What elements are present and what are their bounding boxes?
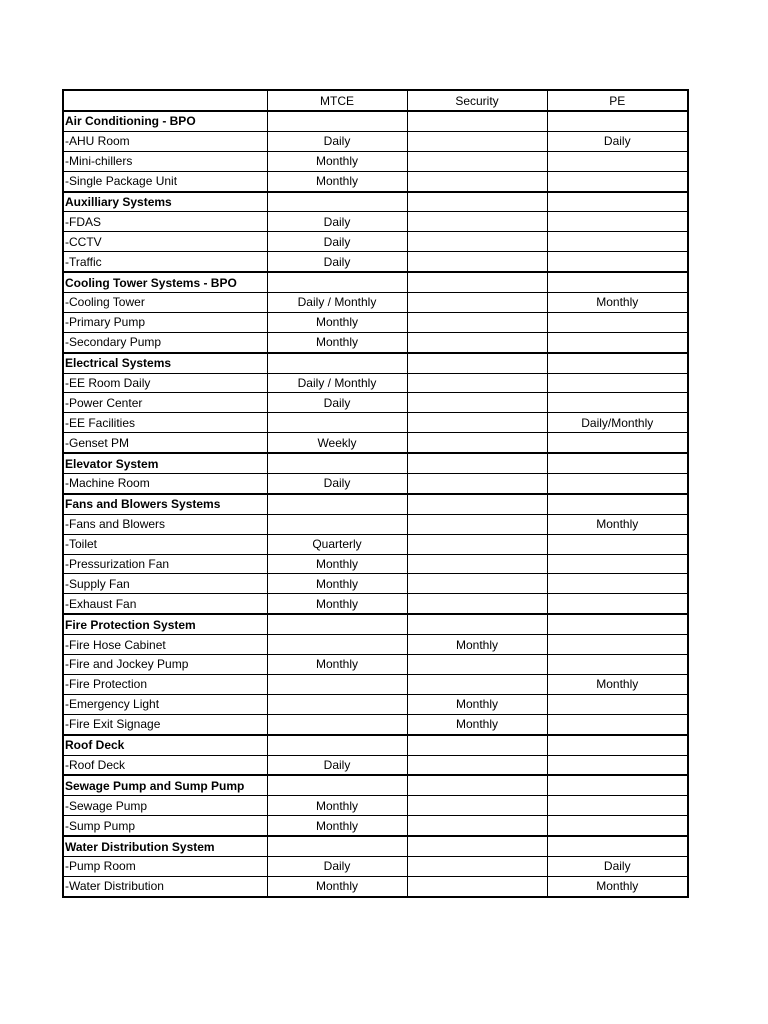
mtce-cell: Monthly: [267, 594, 407, 614]
table-row: [63, 574, 688, 594]
item-label: -Sump Pump: [63, 816, 267, 836]
security-cell: [407, 151, 547, 171]
security-cell: [407, 252, 547, 272]
security-cell: [407, 171, 547, 191]
mtce-cell: [267, 614, 407, 634]
table-row: [63, 131, 688, 151]
security-cell: [407, 453, 547, 473]
header-row: [63, 90, 688, 111]
category-row: [63, 735, 688, 755]
mtce-cell: Monthly: [267, 332, 407, 352]
pe-cell: [547, 714, 688, 734]
pe-cell: Daily: [547, 856, 688, 876]
item-label: -Mini-chillers: [63, 151, 267, 171]
mtce-cell: [267, 714, 407, 734]
table-row: [63, 252, 688, 272]
pe-cell: [547, 232, 688, 252]
mtce-cell: Daily: [267, 232, 407, 252]
table-body: [63, 90, 688, 897]
pe-cell: Monthly: [547, 674, 688, 694]
pe-cell: [547, 393, 688, 413]
mtce-cell: [267, 111, 407, 131]
security-cell: Monthly: [407, 714, 547, 734]
mtce-cell: [267, 775, 407, 795]
table-row: [63, 393, 688, 413]
table-row: [63, 433, 688, 453]
category-label: Electrical Systems: [63, 353, 267, 373]
item-label: -Fire Hose Cabinet: [63, 635, 267, 655]
item-label: -EE Room Daily: [63, 373, 267, 393]
mtce-cell: Daily: [267, 131, 407, 151]
table-row: [63, 212, 688, 232]
item-label: -Pump Room: [63, 856, 267, 876]
security-cell: [407, 293, 547, 313]
mtce-cell: [267, 192, 407, 212]
table-row: [63, 332, 688, 352]
security-cell: [407, 836, 547, 856]
security-cell: [407, 353, 547, 373]
pe-cell: Daily/Monthly: [547, 413, 688, 433]
item-label: -Cooling Tower: [63, 293, 267, 313]
pe-cell: [547, 554, 688, 574]
category-label: Air Conditioning - BPO: [63, 111, 267, 131]
mtce-cell: Monthly: [267, 151, 407, 171]
category-row: [63, 836, 688, 856]
security-cell: [407, 413, 547, 433]
pe-cell: [547, 312, 688, 332]
category-label: Elevator System: [63, 453, 267, 473]
table-row: [63, 876, 688, 896]
pe-cell: Monthly: [547, 876, 688, 896]
category-row: [63, 192, 688, 212]
mtce-cell: Daily / Monthly: [267, 373, 407, 393]
mtce-cell: Monthly: [267, 171, 407, 191]
pe-cell: [547, 796, 688, 816]
mtce-cell: Weekly: [267, 433, 407, 453]
security-cell: [407, 212, 547, 232]
mtce-cell: [267, 836, 407, 856]
table-row: [63, 714, 688, 734]
pe-cell: Monthly: [547, 514, 688, 534]
pe-cell: [547, 574, 688, 594]
category-label: Auxilliary Systems: [63, 192, 267, 212]
pe-cell: [547, 655, 688, 675]
item-label: -Toilet: [63, 534, 267, 554]
mtce-cell: Quarterly: [267, 534, 407, 554]
item-label: -Single Package Unit: [63, 171, 267, 191]
security-cell: [407, 775, 547, 795]
mtce-cell: [267, 353, 407, 373]
mtce-cell: Daily: [267, 755, 407, 775]
security-cell: [407, 755, 547, 775]
table-row: [63, 514, 688, 534]
security-cell: [407, 111, 547, 131]
mtce-cell: [267, 694, 407, 714]
mtce-cell: [267, 674, 407, 694]
category-row: [63, 353, 688, 373]
item-label: -Exhaust Fan: [63, 594, 267, 614]
table-row: [63, 474, 688, 494]
pe-cell: [547, 635, 688, 655]
pe-cell: Monthly: [547, 293, 688, 313]
pe-cell: [547, 111, 688, 131]
table-row: [63, 312, 688, 332]
category-row: [63, 111, 688, 131]
mtce-cell: Monthly: [267, 554, 407, 574]
mtce-cell: Monthly: [267, 655, 407, 675]
item-label: -Primary Pump: [63, 312, 267, 332]
item-label: -Power Center: [63, 393, 267, 413]
pe-cell: [547, 534, 688, 554]
table-row: [63, 635, 688, 655]
mtce-cell: Daily: [267, 393, 407, 413]
item-label: -EE Facilities: [63, 413, 267, 433]
item-label: -Genset PM: [63, 433, 267, 453]
security-cell: [407, 674, 547, 694]
mtce-cell: [267, 494, 407, 514]
table-row: [63, 856, 688, 876]
table-row: [63, 594, 688, 614]
pe-cell: [547, 775, 688, 795]
pe-cell: [547, 433, 688, 453]
header-cell-blank: [63, 90, 267, 111]
security-cell: [407, 373, 547, 393]
mtce-cell: Daily: [267, 474, 407, 494]
table-row: [63, 171, 688, 191]
category-row: [63, 453, 688, 473]
table-row: [63, 293, 688, 313]
security-cell: [407, 332, 547, 352]
pe-cell: [547, 494, 688, 514]
item-label: -Sewage Pump: [63, 796, 267, 816]
header-cell-security: Security: [407, 90, 547, 111]
pe-cell: [547, 836, 688, 856]
pe-cell: [547, 151, 688, 171]
item-label: -Pressurization Fan: [63, 554, 267, 574]
security-cell: [407, 876, 547, 896]
pe-cell: [547, 735, 688, 755]
pe-cell: [547, 474, 688, 494]
security-cell: [407, 272, 547, 292]
item-label: -AHU Room: [63, 131, 267, 151]
item-label: -Machine Room: [63, 474, 267, 494]
item-label: -FDAS: [63, 212, 267, 232]
category-row: [63, 775, 688, 795]
header-cell-mtce: MTCE: [267, 90, 407, 111]
mtce-cell: [267, 635, 407, 655]
security-cell: [407, 514, 547, 534]
pe-cell: [547, 353, 688, 373]
pe-cell: [547, 192, 688, 212]
pe-cell: [547, 332, 688, 352]
pe-cell: [547, 171, 688, 191]
mtce-cell: Monthly: [267, 876, 407, 896]
security-cell: [407, 474, 547, 494]
mtce-cell: [267, 514, 407, 534]
security-cell: [407, 554, 547, 574]
security-cell: [407, 393, 547, 413]
security-cell: [407, 816, 547, 836]
security-cell: [407, 192, 547, 212]
pe-cell: [547, 694, 688, 714]
security-cell: Monthly: [407, 635, 547, 655]
security-cell: [407, 655, 547, 675]
security-cell: [407, 312, 547, 332]
category-label: Fans and Blowers Systems: [63, 494, 267, 514]
security-cell: [407, 856, 547, 876]
item-label: -Traffic: [63, 252, 267, 272]
category-label: Roof Deck: [63, 735, 267, 755]
security-cell: [407, 232, 547, 252]
table-row: [63, 534, 688, 554]
mtce-cell: [267, 272, 407, 292]
security-cell: [407, 796, 547, 816]
security-cell: [407, 735, 547, 755]
mtce-cell: Daily: [267, 252, 407, 272]
table-row: [63, 674, 688, 694]
category-row: [63, 614, 688, 634]
security-cell: [407, 594, 547, 614]
table-row: [63, 232, 688, 252]
table-row: [63, 655, 688, 675]
security-cell: Monthly: [407, 694, 547, 714]
item-label: -Water Distribution: [63, 876, 267, 896]
table-row: [63, 694, 688, 714]
category-label: Water Distribution System: [63, 836, 267, 856]
pe-cell: Daily: [547, 131, 688, 151]
mtce-cell: Daily: [267, 212, 407, 232]
pe-cell: [547, 594, 688, 614]
security-cell: [407, 534, 547, 554]
mtce-cell: [267, 735, 407, 755]
item-label: -Fire Exit Signage: [63, 714, 267, 734]
mtce-cell: Monthly: [267, 796, 407, 816]
item-label: -CCTV: [63, 232, 267, 252]
pe-cell: [547, 272, 688, 292]
item-label: -Fans and Blowers: [63, 514, 267, 534]
table-row: [63, 755, 688, 775]
item-label: -Roof Deck: [63, 755, 267, 775]
pe-cell: [547, 614, 688, 634]
pe-cell: [547, 755, 688, 775]
category-label: Cooling Tower Systems - BPO: [63, 272, 267, 292]
pe-cell: [547, 373, 688, 393]
pe-cell: [547, 816, 688, 836]
item-label: -Emergency Light: [63, 694, 267, 714]
table-row: [63, 413, 688, 433]
table-row: [63, 373, 688, 393]
security-cell: [407, 614, 547, 634]
table-row: [63, 816, 688, 836]
item-label: -Fire Protection: [63, 674, 267, 694]
item-label: -Supply Fan: [63, 574, 267, 594]
security-cell: [407, 433, 547, 453]
pe-cell: [547, 212, 688, 232]
mtce-cell: Daily: [267, 856, 407, 876]
maintenance-schedule-table: [62, 89, 689, 898]
security-cell: [407, 494, 547, 514]
security-cell: [407, 574, 547, 594]
table-row: [63, 554, 688, 574]
category-row: [63, 272, 688, 292]
mtce-cell: Monthly: [267, 574, 407, 594]
category-label: Sewage Pump and Sump Pump: [63, 775, 267, 795]
item-label: -Secondary Pump: [63, 332, 267, 352]
security-cell: [407, 131, 547, 151]
category-label: Fire Protection System: [63, 614, 267, 634]
pe-cell: [547, 252, 688, 272]
category-row: [63, 494, 688, 514]
mtce-cell: Monthly: [267, 312, 407, 332]
header-cell-pe: PE: [547, 90, 688, 111]
item-label: -Fire and Jockey Pump: [63, 655, 267, 675]
mtce-cell: [267, 413, 407, 433]
table-row: [63, 151, 688, 171]
mtce-cell: Monthly: [267, 816, 407, 836]
mtce-cell: [267, 453, 407, 473]
mtce-cell: Daily / Monthly: [267, 293, 407, 313]
pe-cell: [547, 453, 688, 473]
table-row: [63, 796, 688, 816]
